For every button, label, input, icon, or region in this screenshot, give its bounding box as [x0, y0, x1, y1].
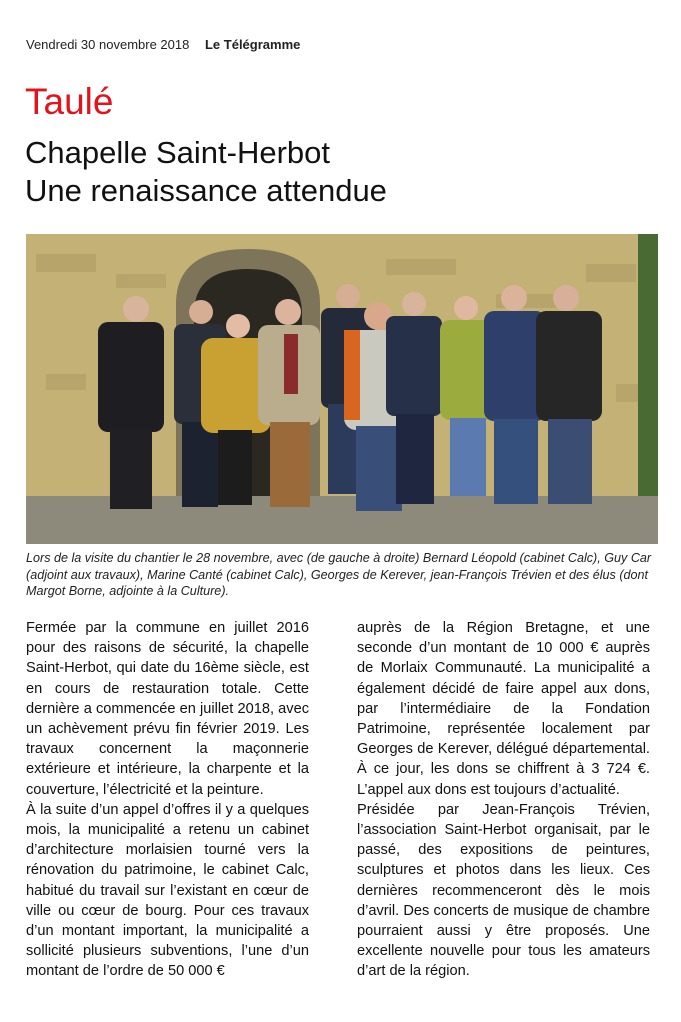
headline-line-2: Une renaissance attendue	[25, 173, 387, 208]
article-column-2	[357, 618, 650, 982]
article-paragraph: auprès de la Région Bretagne, et une seconde d’un montant de 10 000 € auprès de Morlaix Communauté. La municipalité a également décidé de faire appel aux dons, par l’intermédiaire de la Fondation Patrimoine, représentée localement par Georges de Kerever, délégué départemental. À ce jour, les dons se chiffrent à 3 724 €. L’appel aux dons est toujours d’actualité.	[357, 620, 650, 798]
headline	[25, 134, 387, 210]
headline-line-1: Chapelle Saint-Herbot	[25, 135, 331, 170]
group-photo	[26, 234, 658, 544]
photo-caption: Lors de la visite du chantier le 28 novembre, avec (de gauche à droite) Bernard Léopold (cabinet Calc), Guy Car (adjoint aux travaux), Marine Canté (cabinet Calc), Georges de Kerever, jean-François Trévien et des élus (dont Margot Borne, adjointe à la Culture).	[26, 551, 652, 598]
article-paragraph: Présidée par Jean-François Trévien, l’association Saint-Herbot organisait, par le passé, des expositions de peintures, sculptures et photos dans les lieux. Ces dernières recommenceront dès le mois d’avril. Des concerts de musique de chambre pourraient aussi y être proposés. Une excellente nouvelle pour tous les amateurs d’art de la région.	[357, 801, 650, 980]
article-paragraph: Fermée par la commune en juillet 2016 pour des raisons de sécurité, la chapelle Saint-Herbot, qui date du 16ème siècle, est en cours de restauration totale. Cette dernière a commencée en juillet 2018, avec un achèvement prévu fin février 2019. Les travaux concernent la maçonnerie extérieure et intérieure, la charpente et la couverture, l’électricité et la peinture.	[26, 620, 309, 798]
article-column-1	[26, 618, 309, 982]
publication-date: Vendredi 30 novembre 2018	[26, 37, 190, 52]
location-kicker: Taulé	[25, 81, 114, 122]
article-paragraph: À la suite d’un appel d’offres il y a quelques mois, la municipalité a retenu un cabinet d’architecture morlaisien tourné vers la rénovation du patrimoine, le cabinet Calc, habitué du travail sur l’existant en cœur de ville ou cœur de bourg. Pour ces travaux d’un montant important, la municipalité a sollicité plusieurs subventions, l’une d’un montant de l’ordre de 50 000 €	[26, 801, 309, 980]
dateline	[26, 37, 300, 52]
newspaper-name: Le Télégramme	[204, 37, 301, 52]
